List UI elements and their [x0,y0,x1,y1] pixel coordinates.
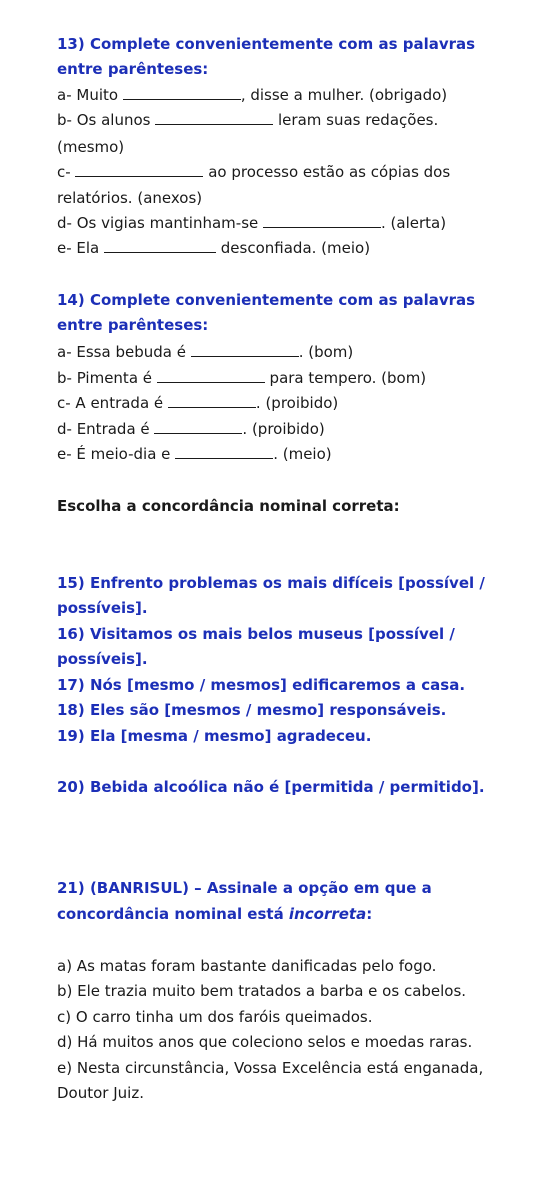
q21-option-d[interactable]: d) Há muitos anos que coleciono selos e moedas raras. [57,1033,473,1051]
q13-e-blank[interactable] [104,238,216,253]
q14-a-text: a- Essa bebuda é [57,343,191,361]
q16-line2: possíveis]. [57,650,148,668]
q13-item-b-cont: (mesmo) [57,138,125,156]
q13-title-line1: 13) Complete convenientemente com as palavras [57,35,476,53]
q13-a-blank[interactable] [123,85,241,100]
q14-a-blank[interactable] [191,342,299,357]
q14-b-blank[interactable] [157,368,265,383]
q14-a-hint: . (bom) [298,343,354,361]
q14-item-a [57,342,353,362]
q13-item-d [57,213,446,233]
q21-title-line2 [57,904,372,924]
q15-line1: 15) Enfrento problemas os mais difíceis [possível / [57,574,485,592]
q14-title-line1: 14) Complete convenientemente com as palavras [57,291,476,309]
q13-a-text: a- Muito [57,86,123,104]
q13-d-blank[interactable] [263,213,381,228]
q14-d-hint: . (proibido) [242,420,325,438]
q14-e-hint: . (meio) [273,445,332,463]
q17: 17) Nós [mesmo / mesmos] edificaremos a casa. [57,676,466,694]
q21-option-a[interactable]: a) As matas foram bastante danificadas pelo fogo. [57,957,437,975]
q14-item-b [57,368,426,388]
q13-e-text: e- Ela [57,239,105,257]
q14-c-blank[interactable] [168,393,256,408]
q13-c-hint: ao processo estão as cópias dos [203,163,451,181]
q19: 19) Ela [mesma / mesmo] agradeceu. [57,727,372,745]
q14-b-hint: para tempero. (bom) [264,369,427,387]
q13-d-hint: . (alerta) [381,214,447,232]
q13-c-blank[interactable] [75,162,203,177]
q14-item-e [57,444,332,464]
q21-option-c[interactable]: c) O carro tinha um dos faróis queimados. [57,1008,373,1026]
q13-item-c [57,162,450,182]
q21-option-e-cont: Doutor Juiz. [57,1084,144,1102]
q14-c-hint: . (proibido) [255,394,339,412]
q21-title-line1: 21) (BANRISUL) – Assinale a opção em que a [57,879,432,897]
q14-d-text: d- Entrada é [57,420,155,438]
q14-title-line2: entre parênteses: [57,316,209,334]
q16-line1: 16) Visitamos os mais belos museus [possível / [57,625,455,643]
q14-e-blank[interactable] [175,444,273,459]
q13-b-hint: leram suas redações. [273,111,439,129]
q13-e-hint: desconfiada. (meio) [216,239,371,257]
q14-b-text: b- Pimenta é [57,369,157,387]
q14-d-blank[interactable] [154,419,242,434]
section-heading: Escolha a concordância nominal correta: [57,497,400,515]
q14-item-c [57,393,338,413]
q21-option-b[interactable]: b) Ele trazia muito bem tratados a barba e os cabelos. [57,982,467,1000]
q13-item-a [57,85,447,105]
q14-item-d [57,419,325,439]
q13-item-e [57,238,370,258]
q13-b-blank[interactable] [155,110,273,125]
q14-e-text: e- É meio-dia e [57,445,176,463]
q13-c-text: c- [57,163,76,181]
q15-line2: possíveis]. [57,599,148,617]
q13-title-line2: entre parênteses: [57,60,209,78]
q13-d-text: d- Os vigias mantinham-se [57,214,264,232]
q13-b-text: b- Os alunos [57,111,156,129]
q21-title2-emphasis: incorreta [288,905,367,923]
q20: 20) Bebida alcoólica não é [permitida / permitido]. [57,778,485,796]
q21-title2-colon: : [366,905,373,923]
q13-item-c-cont: relatórios. (anexos) [57,189,203,207]
q18: 18) Eles são [mesmos / mesmo] responsáveis. [57,701,447,719]
q13-a-hint: , disse a mulher. (obrigado) [240,86,448,104]
q14-c-text: c- A entrada é [57,394,168,412]
q21-title2-text: concordância nominal está [57,905,289,923]
q13-item-b [57,110,438,130]
q21-option-e[interactable]: e) Nesta circunstância, Vossa Excelência está enganada, [57,1059,484,1077]
